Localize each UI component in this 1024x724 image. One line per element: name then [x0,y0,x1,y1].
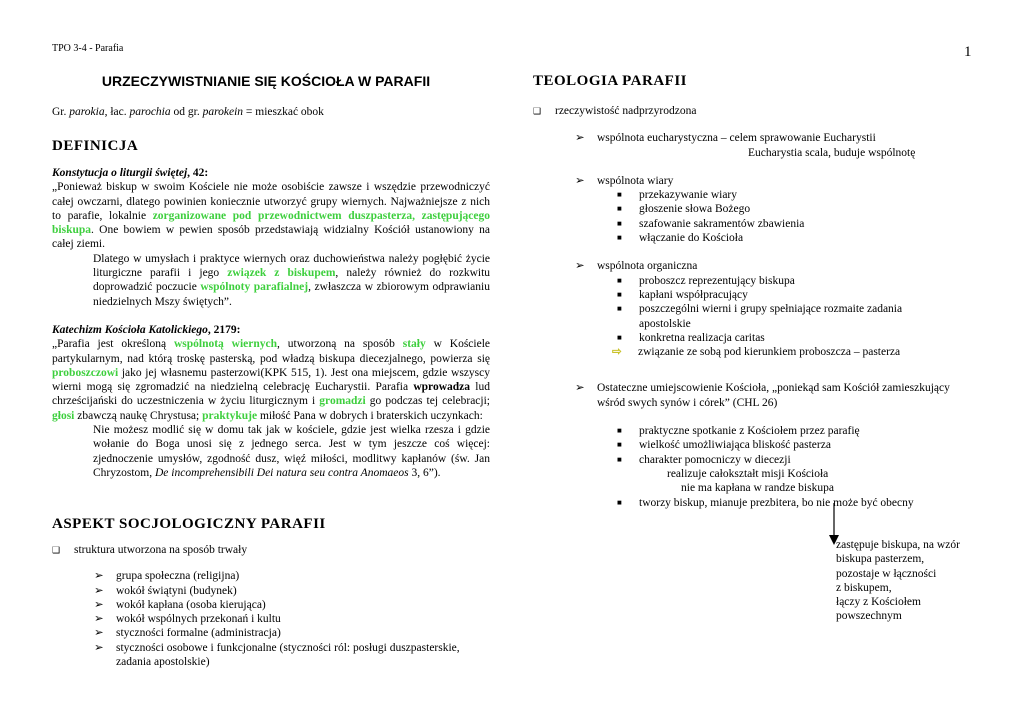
theology-square-item: ❑ rzeczywistość nadprzyrodzona [533,105,697,117]
list-item: ■ tworzy biskup, mianuje prezbitera, bo nie może być obecny [617,496,914,509]
list-item: ■ kapłani współpracujący [617,288,748,301]
list-item: ➢ wspólnota organiczna [575,260,698,273]
small-square-bullet-icon: ■ [617,218,622,228]
list-item: ■ proboszcz reprezentujący biskupa [617,274,795,287]
small-square-bullet-icon: ■ [617,275,622,285]
arrowhead-bullet-icon: ➢ [575,174,585,187]
document-header-label: TPO 3-4 - Parafia [52,43,124,54]
small-square-bullet-icon: ■ [617,204,622,214]
theology-section [533,104,973,510]
note-line: powszechnym [836,610,902,623]
arrowhead-bullet-icon: ➢ [94,613,104,626]
quote-constitution: „Ponieważ biskup w swoim Kościele nie może osobiście zawsze i wszędzie przewodniczyć całej owczarni, dlatego powinien koniecznie utworzyć grupy wiernych. Najważniejsze z nich to parafie, lokalnie zorganizowane pod przewodnictwem duszpasterza, zastępującego biskupa. One bowiem w pewien sposób przedstawiają widzialny Kościół ustanowiony na całej ziemi. [52,181,490,251]
small-square-bullet-icon: ■ [617,289,622,299]
list-item: ➢ wokół kapłana (osoba kierująca) [94,598,266,611]
bishop-note [836,538,960,624]
small-square-bullet-icon: ■ [617,426,622,436]
double-arrow-icon: ⇨ [612,346,622,359]
faith-list [575,188,973,245]
sociological-square-item: ❑ struktura utworzona na sposób trwały [52,544,248,556]
list-item: ■ poszczególni wierni i grupy spełniające rozmaite zadania apostolskie [617,303,903,330]
sociological-section [52,543,492,669]
final-list-last [575,496,973,510]
note-line: z biskupem, [836,581,892,594]
list-item: ■ szafowanie sakramentów zbawienia [617,217,805,230]
list-item: ➢ Ostateczne umiejscowienie Kościoła, „poniekąd sam Kościół zamieszkujący wśród swych synów i córek” (CHL 26) [575,382,950,409]
small-square-bullet-icon: ■ [617,454,622,464]
list-item: ■ włączanie do Kościoła [617,232,744,245]
arrowhead-bullet-icon: ➢ [94,598,104,611]
arrowhead-bullet-icon: ➢ [94,641,104,654]
quote-catechism: „Parafia jest określoną wspólnotą wiernych, utworzoną na sposób stały w Kościele partykularnym, nad którą troskę pasterską, pod władzą biskupa diecezjalnego, powierza się proboszczowi jako jej własnemu pasterzowi(KPK 515, 1). Jest ona miejscem, gdzie wszyscy wierni mogą się zgromadzić na niedzielną celebrację Eucharystii. Parafia wprowadza lud chrześcijański do uczestniczenia w życiu liturgicznym i gromadzi go podczas tej celebracji; głosi zbawczą naukę Chrystusa; praktykuje miłość Pana w dobrych i braterskich uczynkach: [52,338,491,422]
list-item: ➢ styczności osobowe i funkcjonalne (styczności ról: posługi duszpasterskie, zadania apostolskie) [94,641,460,669]
list-item: ➢ wspólnota wiary [575,174,674,187]
organic-conclusion: ⇨ związanie ze sobą pod kierunkiem proboszcza – pasterza [612,346,901,359]
definition-heading: DEFINICJA [52,138,139,154]
list-item: ➢ wokół wspólnych przekonań i kultu [94,613,281,626]
note-line: zastępuje biskupa, na wzór [836,539,960,551]
final-list [575,424,973,467]
list-item: ➢ styczności formalne (administracja) [94,627,281,640]
note-line: łączy z Kościołem [836,596,921,609]
list-item: ■ przekazywanie wiary [617,189,738,202]
arrowhead-bullet-icon: ➢ [94,570,104,583]
small-square-bullet-icon: ■ [617,497,622,507]
list-item: ➢ grupa społeczna (religijna) [94,570,240,583]
page-number: 1 [964,44,972,60]
helper-line-1: realizuje całokształt misji Kościoła [667,467,829,480]
note-line: biskupa pasterzem, [836,553,925,566]
sociological-list [52,569,492,669]
eucharistic-subline: Eucharystia scala, buduje wspólnotę [748,146,916,159]
arrowhead-bullet-icon: ➢ [575,382,585,395]
source-catechism: Katechizm Kościoła Katolickiego, 2179: [52,323,241,336]
faith-block [533,174,973,245]
list-item: ■ konkretna realizacja caritas [617,331,765,344]
arrowhead-bullet-icon: ➢ [575,260,585,273]
list-item: ■ praktyczne spotkanie z Kościołem przez parafię [617,425,860,438]
note-line: pozostaje w łączności [836,567,937,580]
small-square-bullet-icon: ■ [617,304,622,314]
theology-heading: TEOLOGIA PARAFII [533,73,687,89]
source-constitution: Konstytucja o liturgii świętej, 42: [52,167,209,179]
list-item: ■ wielkość umożliwiająca bliskość pasterza [617,439,831,452]
list-item: ■ charakter pomocniczy w diecezji [617,453,791,466]
list-item: ➢ wspólnota eucharystyczna – celem sprawowanie Eucharystii [575,132,876,145]
arrowhead-bullet-icon: ➢ [94,584,104,597]
eucharistic-block [533,131,973,160]
final-block [533,381,973,509]
small-square-bullet-icon: ■ [617,190,622,200]
quote-constitution-indented: Dlatego w umysłach i praktyce wiernych oraz duchowieństwa należy pogłębić życie liturgiczne parafii i jego związek z biskupem, należy również do rozkwitu doprowadzić poczucie wspólnoty parafialnej, zwłaszcza w zbiorowym odprawianiu niedzielnych Mszy świętych”. [93,252,491,308]
list-item: ➢ wokół świątyni (budynek) [94,584,237,597]
quote-chrysostom: Nie możesz modlić się w domu tak jak w kościele, gdzie jest wielka rzesza i gdzie wołanie do Boga unosi się z jednego serca. Jest w tym jeszcze coś więcej: zjednoczenie umysłów, zgodność dusz, więź miłości, modlitwy kapłanów (św. Jan Chryzostom, De incomprehensibili Dei natura seu contra Anomaeos 3, 6”). [93,424,490,479]
organic-block [533,259,973,359]
main-title: URZECZYWISTNIANIE SIĘ KOŚCIOŁA W PARAFII [101,73,431,89]
small-square-bullet-icon: ■ [617,440,622,450]
organic-list [575,274,973,345]
square-bullet-icon: ❑ [533,106,542,116]
etymology-line: Gr. parokia, łac. parochia od gr. parokein = mieszkać obok [52,106,324,118]
arrowhead-bullet-icon: ➢ [94,627,104,640]
small-square-bullet-icon: ■ [617,332,622,342]
arrowhead-bullet-icon: ➢ [575,132,585,145]
helper-line-2: nie ma kapłana w randze biskupa [681,482,834,495]
list-item: ■ głoszenie słowa Bożego [617,203,751,216]
square-bullet-icon: ❑ [52,545,61,555]
definition-section [52,166,490,480]
sociological-heading: ASPEKT SOCJOLOGICZNY PARAFII [52,516,326,532]
small-square-bullet-icon: ■ [617,233,622,243]
